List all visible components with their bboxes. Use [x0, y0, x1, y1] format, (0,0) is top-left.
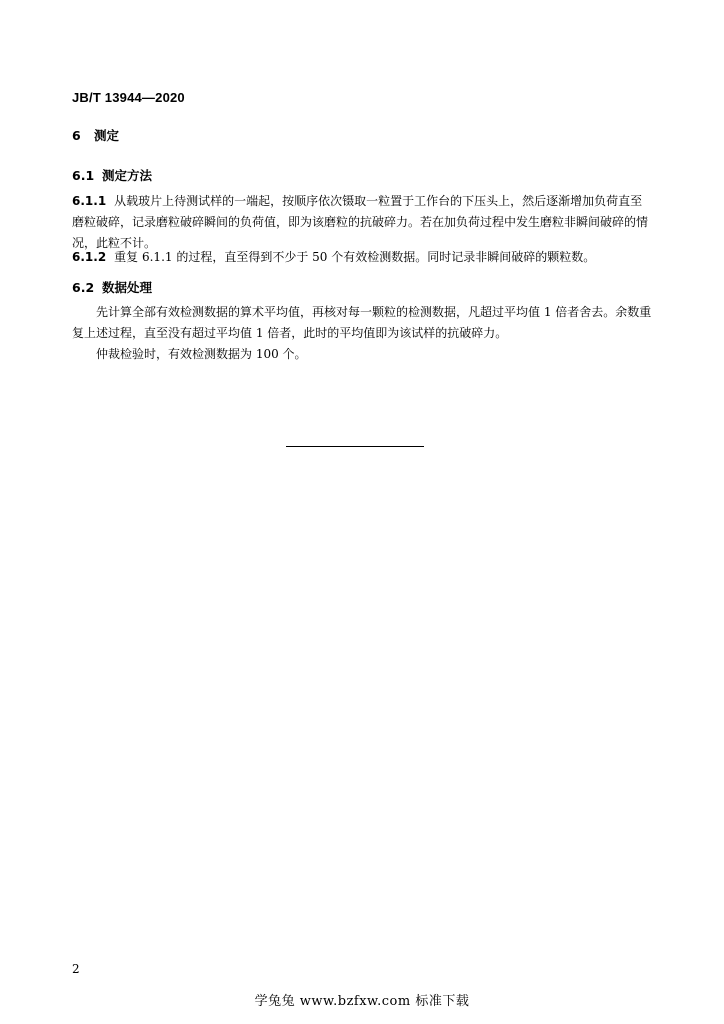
footer-watermark: 学兔兔 www.bzfxw.com 标准下载: [254, 994, 470, 1009]
end-of-document-rule: [286, 446, 424, 447]
clause-6-1-2: [72, 247, 652, 268]
clause-number: 6.1.2: [72, 250, 107, 264]
section-number: 6.2: [72, 280, 95, 295]
section-title: 测定方法: [102, 168, 153, 183]
section-6-2-heading: [72, 278, 152, 296]
data-processing-paragraph-1: 先计算全部有效检测数据的算术平均值，再核对每一颗粒的检测数据，凡超过平均值 1 倍者舍去。余数重复上述过程，直至没有超过平均值 1 倍者，此时的平均值即为该试样的抗破碎力。: [72, 305, 652, 340]
standard-code: JB/T 13944—2020: [72, 90, 185, 105]
section-number: 6: [72, 128, 81, 143]
clause-text: 从载玻片上待测试样的一端起，按顺序依次镊取一粒置于工作台的下压头上，然后逐渐增加负荷直至磨粒破碎，记录磨粒破碎瞬间的负荷值，即为该磨粒的抗破碎力。若在加负荷过程中发生磨粒非瞬间破碎的情况，此粒不计。: [72, 194, 649, 250]
section-number: 6.1: [72, 168, 95, 183]
clause-number: 6.1.1: [72, 194, 107, 208]
page-number: 2: [72, 962, 80, 976]
section-title: 测定: [94, 128, 120, 143]
clause-6-1-1: [72, 191, 652, 254]
section-6-heading: [72, 126, 119, 144]
data-processing-paragraph-2: 仲裁检验时，有效检测数据为 100 个。: [96, 347, 307, 361]
section-title: 数据处理: [102, 280, 153, 295]
clause-text: 重复 6.1.1 的过程，直至得到不少于 50 个有效检测数据。同时记录非瞬间破碎的颗粒数。: [114, 250, 596, 264]
section-6-1-heading: [72, 166, 152, 184]
